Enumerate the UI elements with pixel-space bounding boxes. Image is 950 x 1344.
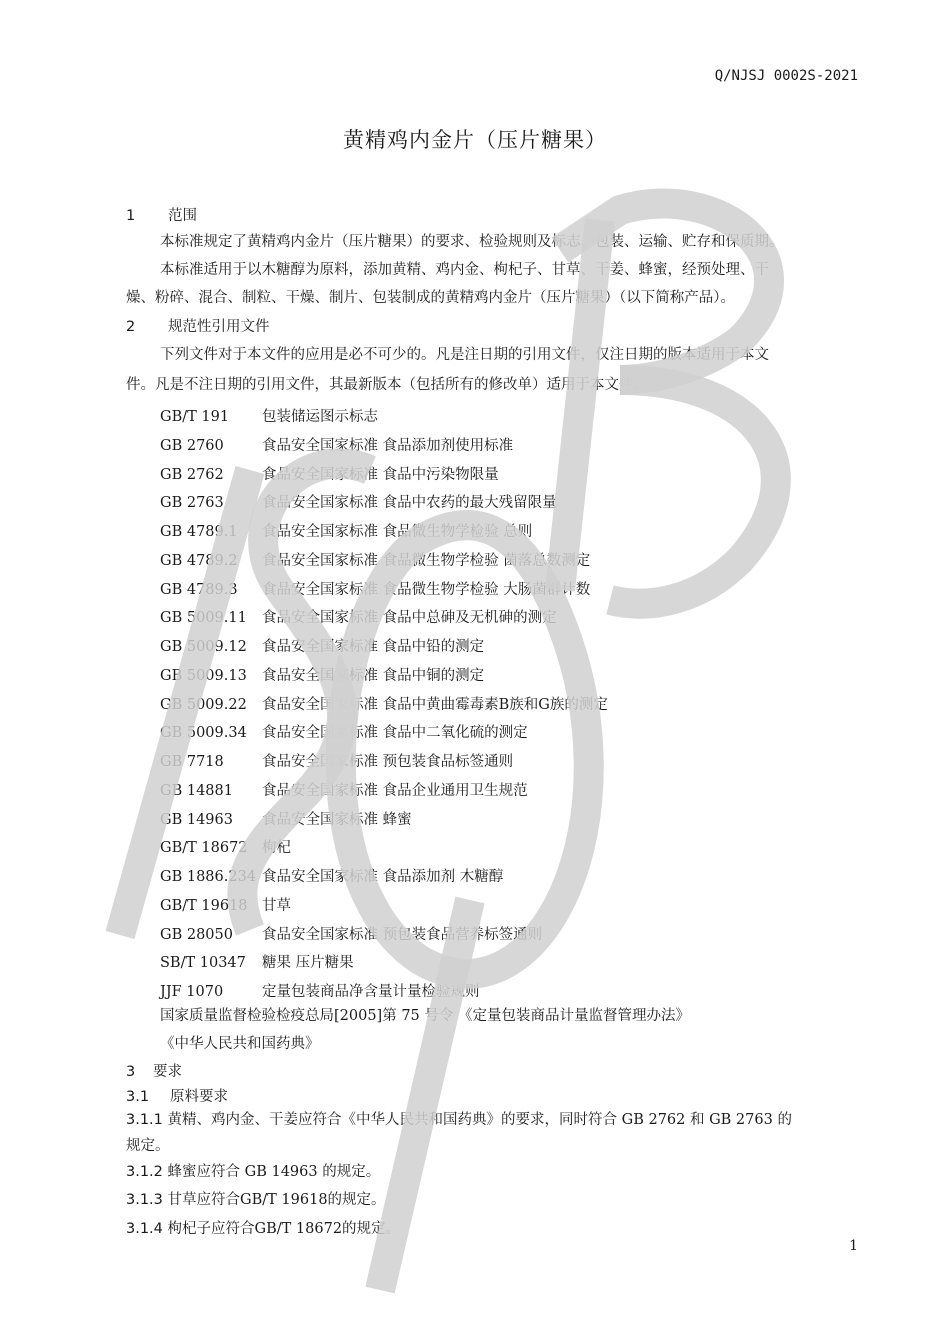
standard-reference-row — [160, 779, 528, 800]
standard-reference-row — [160, 980, 480, 1001]
standard-code: GB 5009.13 — [160, 667, 247, 684]
standard-name: 食品安全国家标准 食品中二氧化硫的测定 — [262, 725, 528, 742]
section-number: 2 — [126, 319, 136, 335]
standard-reference-row — [160, 491, 557, 512]
standard-name: 食品安全国家标准 预包装食品营养标签通则 — [262, 926, 543, 943]
standard-name: 食品安全国家标准 食品中污染物限量 — [262, 466, 499, 483]
standard-code: GB/T 19618 — [160, 897, 248, 914]
section-1-heading — [126, 204, 197, 225]
paragraph: 下列文件对于本文件的应用是必不可少的。凡是注日期的引用文件，仅注日期的版本适用于本文 — [160, 347, 769, 363]
standard-code: GB 5009.12 — [160, 639, 247, 655]
section-3-heading — [126, 1060, 182, 1081]
standard-reference-row — [160, 578, 590, 599]
standard-name: 食品安全国家标准 预包装食品标签通则 — [262, 754, 514, 770]
standard-reference-row — [160, 865, 503, 886]
standard-code: GB 5009.11 — [160, 610, 247, 627]
standard-name: 食品安全国家标准 食品添加剂使用标准 — [262, 437, 514, 454]
standard-name: 食品安全国家标准 食品微生物学检验 菌落总数测定 — [262, 552, 591, 569]
standard-name: 食品安全国家标准 食品中黄曲霉毒素B族和G族的测定 — [262, 696, 608, 713]
standard-code: GB/T 18672 — [160, 840, 248, 857]
standard-name: 食品安全国家标准 蜂蜜 — [262, 811, 412, 828]
standard-name: 糖果 压片糖果 — [262, 955, 354, 972]
standard-name: 食品安全国家标准 食品中铜的测定 — [262, 667, 485, 684]
standard-code: GB 4789.3 — [160, 581, 238, 598]
subsection-number: 3.1 — [126, 1089, 150, 1105]
standard-name: 食品安全国家标准 食品企业通用卫生规范 — [262, 782, 528, 799]
standard-reference-row — [160, 923, 542, 944]
standard-reference-row — [160, 520, 532, 541]
standard-code: GB 28050 — [160, 926, 233, 943]
clause-number: 3.1.3 — [126, 1192, 163, 1208]
section-2-heading — [126, 315, 270, 336]
section-title: 范围 — [168, 208, 197, 224]
standard-reference-row — [160, 635, 484, 656]
clause-number: 3.1.2 — [126, 1164, 163, 1180]
standard-reference-row — [160, 951, 354, 972]
standard-code: JJF 1070 — [160, 984, 224, 1000]
standard-code: GB 2760 — [160, 437, 224, 454]
standard-reference-row — [160, 549, 590, 570]
standard-reference-row — [160, 664, 484, 685]
standard-reference-row — [160, 750, 513, 771]
standard-reference-row — [160, 836, 291, 857]
standard-name: 食品安全国家标准 食品中铅的测定 — [262, 639, 485, 655]
standard-name: 食品安全国家标准 食品中总砷及无机砷的测定 — [262, 610, 557, 627]
subsection-title: 原料要求 — [170, 1089, 228, 1105]
clause-number: 3.1.4 — [126, 1221, 163, 1237]
section-number: 3 — [126, 1064, 136, 1080]
paragraph: 本标准适用于以木糖醇为原料，添加黄精、鸡内金、枸杞子、甘草、干姜、蜂蜜，经预处理、干 — [160, 262, 769, 278]
standard-name: 甘草 — [262, 897, 291, 914]
standard-code: GB 4789.1 — [160, 524, 238, 540]
clause-3-1-3 — [126, 1188, 386, 1209]
standard-code: GB/T 191 — [160, 409, 230, 425]
standard-code: GB 5009.22 — [160, 696, 247, 713]
paragraph: 本标准规定了黄精鸡内金片（压片糖果）的要求、检验规则及标志、包装、运输、贮存和保质期。 — [160, 234, 784, 250]
section-title: 要求 — [153, 1064, 182, 1080]
standard-name: 食品安全国家标准 食品微生物学检验 总则 — [262, 524, 533, 540]
standard-code: GB 4789.2 — [160, 552, 238, 569]
standard-code: SB/T 10347 — [160, 955, 246, 972]
standard-reference-row — [160, 808, 412, 829]
standard-name: 包装储运图示标志 — [262, 409, 378, 425]
paragraph-continuation: 件。凡是不注日期的引用文件，其最新版本（包括所有的修改单）适用于本文件。 — [126, 377, 648, 393]
section-number: 1 — [126, 208, 136, 224]
standard-code: GB 2763 — [160, 495, 224, 512]
standard-name: 食品安全国家标准 食品微生物学检验 大肠菌群计数 — [262, 581, 591, 598]
document-title: 黄精鸡内金片（压片糖果） — [343, 128, 607, 152]
clause-continuation: 规定。 — [126, 1138, 170, 1154]
clause-number: 3.1.1 — [126, 1112, 163, 1128]
standard-name: 枸杞 — [262, 840, 291, 857]
section-title: 规范性引用文件 — [168, 319, 270, 335]
standard-reference-row — [160, 693, 608, 714]
page-number: 1 — [849, 1238, 858, 1254]
subsection-heading — [126, 1085, 228, 1106]
standard-reference-row — [160, 405, 378, 426]
document-number: Q/NJSJ 0002S-2021 — [714, 68, 858, 84]
standard-reference-row — [160, 894, 291, 915]
standard-reference-row — [160, 434, 513, 455]
clause-text: 甘草应符合GB/T 19618的规定。 — [167, 1192, 386, 1208]
pharmacopoeia-reference: 《中华人民共和国药典》 — [160, 1036, 320, 1052]
standard-code: GB 1886.234 — [160, 869, 257, 885]
clause-text: 蜂蜜应符合 GB 14963 的规定。 — [167, 1164, 381, 1180]
standard-reference-row — [160, 721, 528, 742]
clause-3-1-2 — [126, 1160, 380, 1181]
standard-name: 食品安全国家标准 食品添加剂 木糖醇 — [262, 869, 504, 885]
standard-code: GB 14881 — [160, 782, 233, 799]
clause-text: 黄精、鸡内金、干姜应符合《中华人民共和国药典》的要求，同时符合 GB 2762 和 GB 2763 的 — [167, 1112, 792, 1128]
standard-reference-row — [160, 606, 557, 627]
standard-code: GB 2762 — [160, 466, 224, 483]
paragraph-continuation: 燥、粉碎、混合、制粒、干燥、制片、包装制成的黄精鸡内金片（压片糖果）（以下简称产品）。 — [126, 290, 735, 306]
standard-reference-row — [160, 463, 499, 484]
clause-3-1-1 — [126, 1108, 792, 1129]
standard-code: GB 7718 — [160, 754, 224, 770]
standard-name: 食品安全国家标准 食品中农药的最大残留限量 — [262, 495, 557, 512]
standard-code: GB 14963 — [160, 811, 233, 828]
clause-text: 枸杞子应符合GB/T 18672的规定。 — [167, 1221, 401, 1237]
standard-code: GB 5009.34 — [160, 725, 247, 742]
regulation-reference: 国家质量监督检验检疫总局[2005]第 75 号令 《定量包装商品计量监督管理办法》 — [160, 1008, 690, 1024]
clause-3-1-4 — [126, 1217, 400, 1238]
standard-name: 定量包装商品净含量计量检验规则 — [262, 984, 480, 1000]
